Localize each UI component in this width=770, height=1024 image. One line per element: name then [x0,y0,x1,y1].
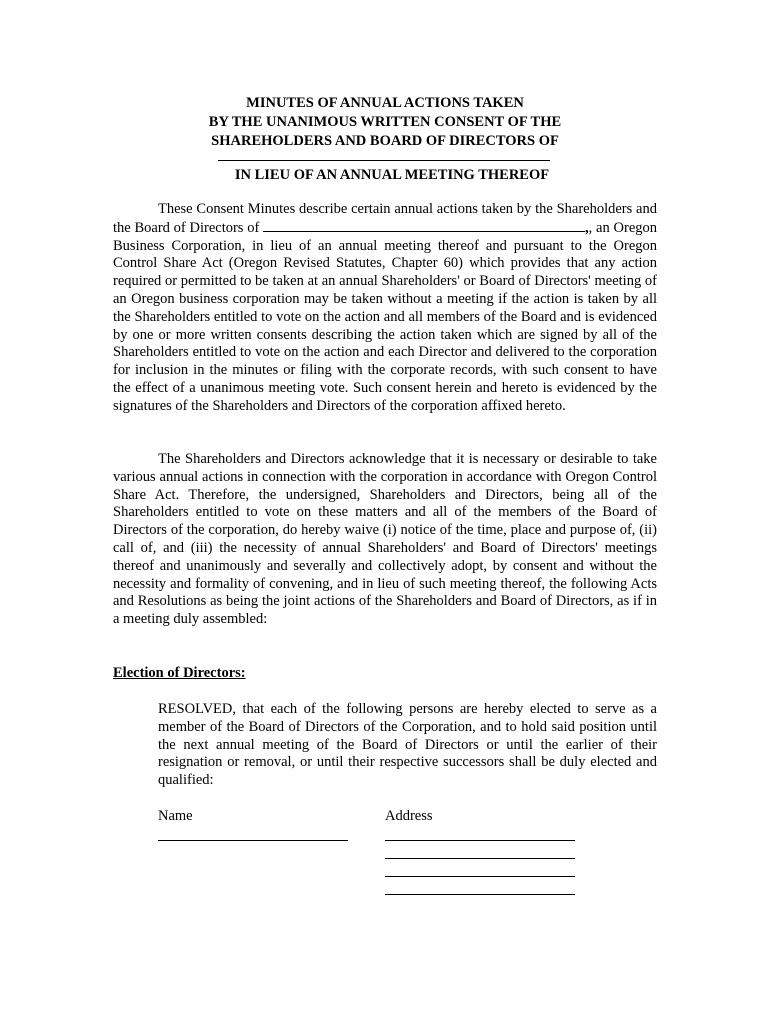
consent-paragraph-rest: Oregon Business Corporation, in lieu of an annual meeting thereof and pursuant to the Oregon Control Share Act (Oregon Revised Statutes, Chapter 60) which provides that any action required or permitted to be taken at an annual Shareholders' or Board of Directors' meeting of an Oregon business corporation may be taken without a meeting if the action is taken by all the Shareholders entitled to vote on the action and all members of the Board and is evidenced by one or more written consents describing the action taken which are signed by all of the Shareholders entitled to vote on the action and each Director and delivered to the corporation for inclusion in the minutes or filing with the corporate records, with such consent to have the effect of a unanimous meeting vote. Such consent herein and hereto is evidenced by the signatures of the Shareholders and Directors of the corporation affixed hereto. [113,219,658,414]
title-line-3: SHAREHOLDERS AND BOARD OF DIRECTORS OF [211,133,559,149]
consent-paragraph-after-blank: , an [588,219,610,236]
address-column-label: Address [385,808,433,824]
acknowledgement-paragraph-text: The Shareholders and Directors acknowledge that it is necessary or desirable to take various annual actions in connection with the corporation in accordance with Oregon Control Share Act. Therefore, the undersigned, Shareholders and Directors, being all of the Shareholders entitled to vote on these matters and all of the members of the Board of Directors of the corporation, do hereby waive (i) notice of the time, place and purpose of, (ii) call of, and (iii) the necessity of annual Shareholders' and Board of Directors' meetings thereof and unanimously and severally and collectively adopt, by consent and without the necessity and formality of convening, and in lieu of such meeting thereof, the following Acts and Resolutions as being the joint actions of the Shareholders and Board of Directors, as if in a meeting duly assembled: [113,451,657,628]
address-blank-line-2 [385,858,575,859]
election-heading: Election of Directors: [113,665,246,681]
address-blank-line-3 [385,876,575,877]
corporation-name-blank [218,150,550,161]
acknowledgement-paragraph [113,451,657,629]
title-line-1: MINUTES OF ANNUAL ACTIONS TAKEN [246,95,524,111]
address-blank-line-1 [385,840,575,841]
consent-paragraph [113,201,657,416]
inline-corporation-blank [263,219,585,232]
document-subtitle: IN LIEU OF AN ANNUAL MEETING THEREOF [234,167,550,183]
address-blank-line-4 [385,894,575,895]
document-title [113,94,657,151]
title-line-2: BY THE UNANIMOUS WRITTEN CONSENT OF THE [208,114,562,130]
name-blank-line [158,840,348,841]
resolved-paragraph: RESOLVED, that each of the following persons are hereby elected to serve as a member of the Board of Directors of the Corporation, and to hold said position until the next annual meeting of the Board of Directors or until the earlier of their resignation or removal, or until their respective successors shall be duly elected and qualified: [158,701,657,789]
consent-paragraph-start: These Consent Minutes describe certain annual actions taken by the Shareholders and the Board of Directors of [113,201,657,236]
consent-paragraph-comma: , [585,219,589,236]
name-column-label: Name [158,808,193,824]
